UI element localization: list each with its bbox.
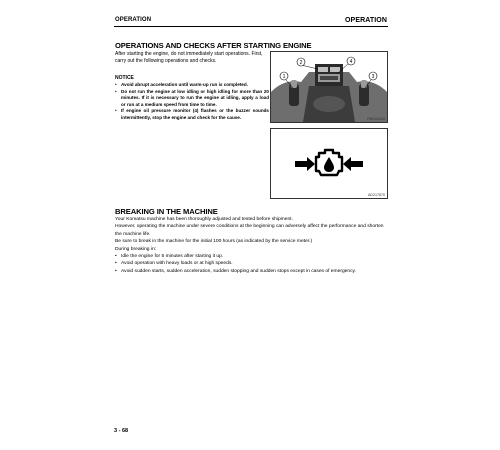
- breaking-in-body: [115, 216, 388, 275]
- breaking-in-list: [115, 253, 388, 275]
- figure-code: RKD14410: [367, 117, 385, 121]
- running-header-left: OPERATION: [115, 17, 152, 23]
- paragraph: However, operating the machine under severe conditions at the beginning can adversely affect the performance and shorten the machine life.: [115, 224, 384, 237]
- list-item: • Avoid sudden starts, sudden acceleration, sudden stopping and sudden stops except in cases of emergency.: [115, 268, 388, 275]
- section-title-after-starting: OPERATIONS AND CHECKS AFTER STARTING ENGINE: [115, 41, 312, 50]
- svg-text:4: 4: [349, 59, 353, 65]
- svg-text:3: 3: [371, 74, 375, 80]
- paragraph: During breaking in:: [115, 246, 157, 252]
- list-item: • Avoid operation with heavy loads or at high speeds.: [115, 260, 388, 267]
- intro-line-1: After starting the engine, do not immediately start operations. First,: [115, 51, 263, 57]
- notice-item: • If engine oil pressure monitor (4) flashes or the buzzer sounds intermittently, stop the engine and check for the cause.: [115, 108, 269, 121]
- svg-text:2: 2: [299, 60, 303, 66]
- paragraph: Your Komatsu machine has been thoroughly adjusted and tested before shipment.: [115, 217, 293, 222]
- section-title-breaking-in: BREAKING IN THE MACHINE: [115, 207, 218, 216]
- notice-heading: NOTICE: [115, 75, 134, 81]
- notice-item: • Avoid abrupt acceleration until warm-up run is completed.: [115, 82, 269, 89]
- callout-4: [347, 57, 355, 65]
- paragraph: Be sure to break in the machine for the initial 100 hours (as indicated by the service meter.): [115, 239, 313, 245]
- notice-list: [115, 82, 269, 121]
- callout-1: [280, 72, 288, 80]
- header-rule: [114, 26, 388, 27]
- cab-illustration-figure: [270, 51, 388, 123]
- callout-2: [297, 58, 305, 66]
- figure-code: AD217670: [368, 193, 385, 197]
- notice-item: • Do not run the engine at low idling or high idling for more than 20 minutes. If it is necessary to run the engine at idling, apply a load or run at a medium speed from time to time.: [115, 89, 269, 109]
- cab-illustration: [271, 52, 387, 122]
- engine-oil-pressure-icon: [271, 129, 387, 198]
- svg-text:1: 1: [282, 74, 286, 80]
- callout-3: [369, 72, 377, 80]
- page-number: 3 - 68: [114, 428, 129, 434]
- list-item: • Idle the engine for 5 minutes after starting it up.: [115, 253, 388, 260]
- intro-line-2: carry out the following operations and checks.: [115, 58, 217, 64]
- running-header-right: OPERATION: [345, 17, 387, 24]
- oil-pressure-symbol-figure: [270, 128, 388, 199]
